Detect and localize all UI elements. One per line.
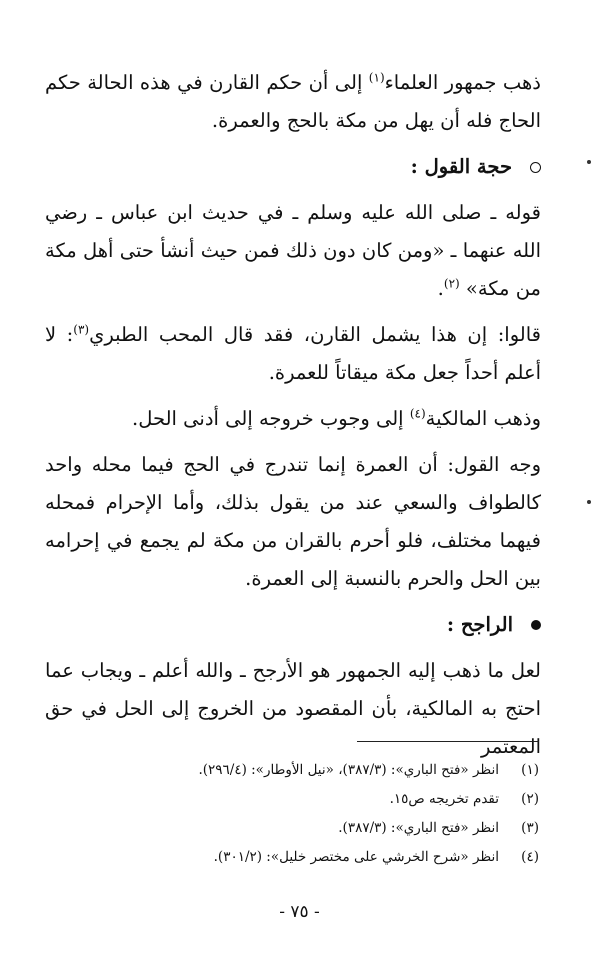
footnote-4 xyxy=(59,843,539,872)
paragraph-5: وجه القول: أن العمرة إنما تندرج في الحج فيما محله واحد كالطواف والسعي عند من يقول بذلك، وأما الإحرام فمحله فيهما مختلف، فلو أحرم بالقران من مكة لم يجمع في إحرامه بين الحل والحرم بالنسبة إلى العمرة. xyxy=(45,453,541,590)
p1-text-before: ذهب جمهور العلماء xyxy=(384,71,541,94)
p4-text-before: وذهب المالكية xyxy=(425,407,541,430)
solid-circle-bullet-icon xyxy=(531,620,541,630)
paragraph-3 xyxy=(45,316,541,392)
footnote-ref-4: (٤) xyxy=(409,406,426,421)
footnote-number: (٢) xyxy=(521,791,539,807)
main-text xyxy=(45,64,541,774)
footnote-3 xyxy=(59,814,539,843)
footnote-text: انظر «فتح الباري»: (٣٨٧/٣). xyxy=(338,820,499,836)
scan-edge-mark xyxy=(587,160,591,164)
p3-text-after: : لا أعلم أحداً جعل مكة ميقاتاً للعمرة. xyxy=(45,323,541,384)
p1-text-after: إلى أن حكم القارن في هذه الحالة حكم الحاج فله أن يهل من مكة بالحج والعمرة. xyxy=(45,71,541,132)
footnote-2 xyxy=(59,785,539,814)
footnote-ref-2: (٢) xyxy=(443,276,460,291)
section-heading-evidence xyxy=(45,148,541,186)
p4-text-after: إلى وجوب خروجه إلى أدنى الحل. xyxy=(132,407,410,430)
footnote-text: تقدم تخريجه ص١٥. xyxy=(389,791,499,807)
footnote-number: (١) xyxy=(521,762,539,778)
p2-text-before: قوله ـ صلى الله عليه وسلم ـ في حديث ابن عباس ـ رضي الله عنهما ـ «ومن كان دون ذلك فمن حيث أنشأ حتى أهل مكة من مكة» xyxy=(45,201,541,300)
footnote-number: (٣) xyxy=(521,820,539,836)
footnote-text: انظر «شرح الخرشي على مختصر خليل»: (٣٠١/٢). xyxy=(213,849,499,865)
scan-edge-mark xyxy=(587,500,591,504)
footnotes xyxy=(59,756,539,872)
footnote-number: (٤) xyxy=(521,849,539,865)
hollow-circle-bullet-icon xyxy=(530,162,541,173)
footnote-text: انظر «فتح الباري»: (٣٨٧/٣)، «نيل الأوطار»: (٢٩٦/٤). xyxy=(198,762,499,778)
p3-text-before: قالوا: إن هذا يشمل القارن، فقد قال المحب الطبري xyxy=(89,323,541,346)
footnote-1 xyxy=(59,756,539,785)
footnote-divider xyxy=(357,741,539,742)
paragraph-2 xyxy=(45,194,541,308)
paragraph-1 xyxy=(45,64,541,140)
heading-evidence-label: حجة القول : xyxy=(410,155,512,178)
heading-preferred-label: الراجح : xyxy=(446,613,513,636)
p2-text-after: . xyxy=(437,277,444,300)
footnote-ref-1: (١) xyxy=(368,70,385,85)
footnote-ref-3: (٣) xyxy=(73,322,90,337)
page-number: - ٧٥ - xyxy=(279,902,320,922)
section-heading-preferred xyxy=(45,606,541,644)
paragraph-6: لعل ما ذهب إليه الجمهور هو الأرجح ـ والله أعلم ـ ويجاب عما احتج به المالكية، بأن المقصود من الخروج إلى الحل في حق المعتمر xyxy=(45,659,541,758)
paragraph-4 xyxy=(45,400,541,438)
